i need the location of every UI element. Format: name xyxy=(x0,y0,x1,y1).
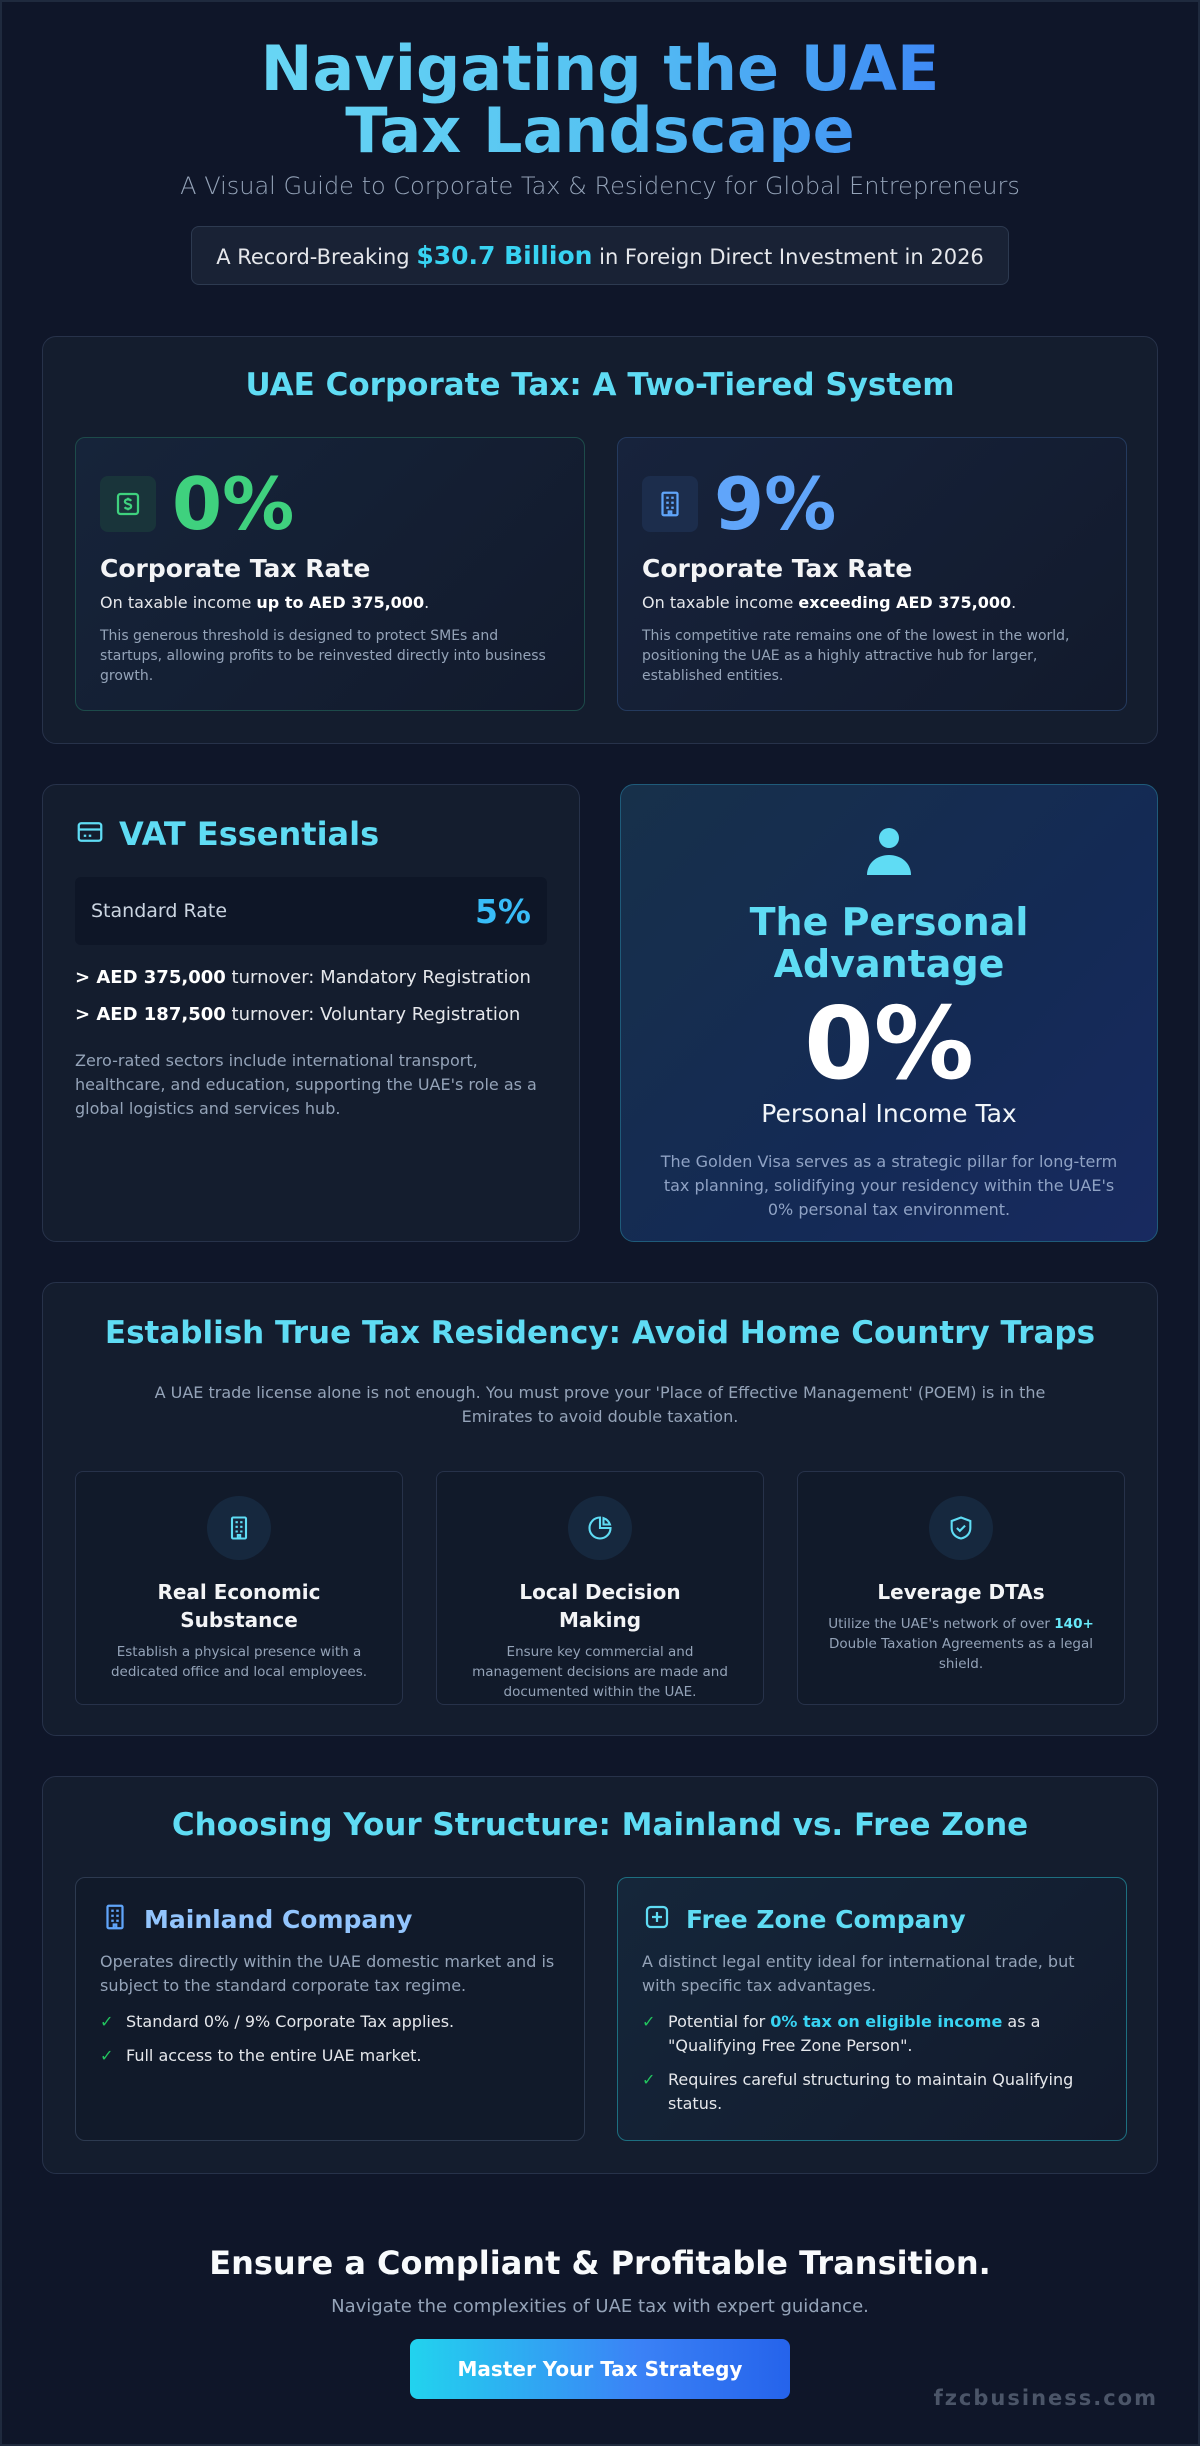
tier-zero-description: This generous threshold is designed to protect SMEs and startups, allowing profits to be reinvested directly into business growth. xyxy=(100,628,546,684)
user-icon xyxy=(865,862,913,881)
tier-nine-line-suffix: . xyxy=(1011,593,1017,612)
vat-title: VAT Essentials xyxy=(119,815,380,853)
cta-headline: Ensure a Compliant & Profitable Transition. xyxy=(209,2244,991,2282)
point-bold: 0% tax on eligible income xyxy=(770,2012,1003,2031)
check-icon: ✓ xyxy=(642,2070,656,2089)
tier-zero-rate: 0% xyxy=(172,462,295,546)
list-item xyxy=(642,2010,1102,2058)
vat-mandatory-amount: > AED 375,000 xyxy=(75,967,226,988)
structure-section xyxy=(42,1776,1158,2174)
vat-mandatory-text: turnover: Mandatory Registration xyxy=(231,967,531,988)
corporate-tax-section xyxy=(42,336,1158,744)
tier-zero-line-suffix: . xyxy=(424,593,430,612)
pie-chart-icon xyxy=(568,1496,632,1560)
list-item-text: Requires careful structuring to maintain Qualifying status. xyxy=(668,2070,1074,2113)
point-suffix: as a "Qualifying Free Zone Person". xyxy=(668,2012,1041,2055)
personal-label: Personal Income Tax xyxy=(761,1099,1017,1128)
structure-title: Choosing Your Structure: Mainland vs. Free Zone xyxy=(171,1807,1029,1843)
tier-zero-heading: Corporate Tax Rate xyxy=(100,554,371,583)
vat-voluntary-text: turnover: Voluntary Registration xyxy=(231,1004,521,1025)
personal-title: The Personal Advantage xyxy=(749,900,1029,986)
list-item-text xyxy=(668,2010,1102,2058)
brand-watermark: fzcbusiness.com xyxy=(933,2386,1158,2410)
mainland-description: Operates directly within the UAE domestic market and is subject to the standard corporate tax regime. xyxy=(100,1952,555,1995)
residency-section xyxy=(42,1282,1158,1736)
corporate-tax-title: UAE Corporate Tax: A Two-Tiered System xyxy=(245,367,955,403)
office-building-icon xyxy=(207,1496,271,1560)
residency-title: Establish True Tax Residency: Avoid Home Country Traps xyxy=(104,1315,1096,1351)
pillar-text-suffix: Double Taxation Agreements as a legal shield. xyxy=(829,1636,1093,1672)
tier-nine-rate: 9% xyxy=(714,462,837,546)
master-strategy-button[interactable]: Master Your Tax Strategy xyxy=(410,2339,790,2399)
credit-card-icon xyxy=(75,817,105,851)
page-title: Navigating the UAE Tax Landscape xyxy=(220,38,980,162)
list-item xyxy=(642,2068,1102,2116)
tier-nine-line-prefix: On taxable income xyxy=(642,593,794,612)
personal-advantage-card xyxy=(620,784,1158,1242)
check-icon: ✓ xyxy=(642,2012,656,2031)
pillar-text: Establish a physical presence with a dedicated office and local employees. xyxy=(110,1644,368,1680)
residency-intro: A UAE trade license alone is not enough. You must prove your 'Place of Effective Management' (POEM) is in the Emirates to avoid double taxation. xyxy=(154,1383,1046,1426)
header xyxy=(0,32,1200,285)
pillar-text-bold: 140+ xyxy=(1054,1616,1094,1632)
cta-subline: Navigate the complexities of UAE tax with expert guidance. xyxy=(331,2296,869,2317)
check-icon: ✓ xyxy=(100,2012,114,2031)
fdi-prefix: A Record-Breaking xyxy=(216,245,410,269)
vat-note: Zero-rated sectors include international transport, healthcare, and education, supporting the UAE's role as a global logistics and services hub. xyxy=(75,1051,537,1118)
tier-nine-description: This competitive rate remains one of the lowest in the world, positioning the UAE as a highly attractive hub for larger, established entities. xyxy=(642,628,1070,684)
vat-voluntary xyxy=(75,1004,547,1025)
building-icon xyxy=(642,476,698,532)
fdi-banner xyxy=(191,226,1009,285)
personal-description: The Golden Visa serves as a strategic pillar for long-term tax planning, solidifying your residency within the UAE's 0% personal tax environment. xyxy=(660,1152,1118,1219)
tier-zero-line-prefix: On taxable income xyxy=(100,593,252,612)
tier-nine-heading: Corporate Tax Rate xyxy=(642,554,913,583)
tier-zero-card xyxy=(75,437,585,711)
pillar-title: Real Economic Substance xyxy=(157,1580,321,1632)
fdi-suffix: in Foreign Direct Investment in 2026 xyxy=(599,245,984,269)
list-item-text: Standard 0% / 9% Corporate Tax applies. xyxy=(126,2012,455,2031)
page-subtitle: A Visual Guide to Corporate Tax & Residency for Global Entrepreneurs xyxy=(180,172,1020,200)
check-icon: ✓ xyxy=(100,2046,114,2065)
pillar-title: Leverage DTAs xyxy=(877,1580,1045,1604)
tier-zero-threshold xyxy=(100,593,560,612)
cta-section xyxy=(0,2244,1200,2399)
list-item xyxy=(100,2044,560,2068)
personal-rate: 0% xyxy=(804,985,974,1102)
fdi-amount: $30.7 Billion xyxy=(416,241,593,270)
dollar-bill-icon xyxy=(100,476,156,532)
pillar-title: Local Decision Making xyxy=(519,1580,681,1632)
vat-voluntary-amount: > AED 187,500 xyxy=(75,1004,226,1025)
mainland-title: Mainland Company xyxy=(144,1904,413,1934)
mainland-points xyxy=(100,2010,560,2068)
pillar-decision-making xyxy=(436,1471,764,1705)
vat-standard-rate xyxy=(75,877,547,945)
pillar-text-prefix: Utilize the UAE's network of over xyxy=(828,1616,1050,1632)
pillar-dtas xyxy=(797,1471,1125,1705)
pillar-text: Ensure key commercial and management decisions are made and documented within the UAE. xyxy=(472,1644,728,1700)
pillar-text xyxy=(826,1614,1096,1674)
tier-nine-line-bold: exceeding AED 375,000 xyxy=(798,593,1012,612)
point-prefix: Potential for xyxy=(668,2012,766,2031)
tier-zero-line-bold: up to AED 375,000 xyxy=(256,593,425,612)
vat-card xyxy=(42,784,580,1242)
plus-square-icon xyxy=(642,1902,672,1936)
mainland-card xyxy=(75,1877,585,2141)
tier-nine-threshold xyxy=(642,593,1102,612)
building-icon xyxy=(100,1902,130,1936)
list-item-text: Full access to the entire UAE market. xyxy=(126,2046,422,2065)
pillar-economic-substance xyxy=(75,1471,403,1705)
list-item xyxy=(100,2010,560,2034)
shield-check-icon xyxy=(929,1496,993,1560)
freezone-title: Free Zone Company xyxy=(686,1904,966,1934)
freezone-points xyxy=(642,2010,1102,2116)
tier-nine-card xyxy=(617,437,1127,711)
freezone-card xyxy=(617,1877,1127,2141)
freezone-description: A distinct legal entity ideal for international trade, but with specific tax advantages. xyxy=(642,1952,1075,1995)
vat-standard-value: 5% xyxy=(474,891,531,931)
vat-mandatory xyxy=(75,967,547,988)
vat-standard-label: Standard Rate xyxy=(91,900,228,922)
